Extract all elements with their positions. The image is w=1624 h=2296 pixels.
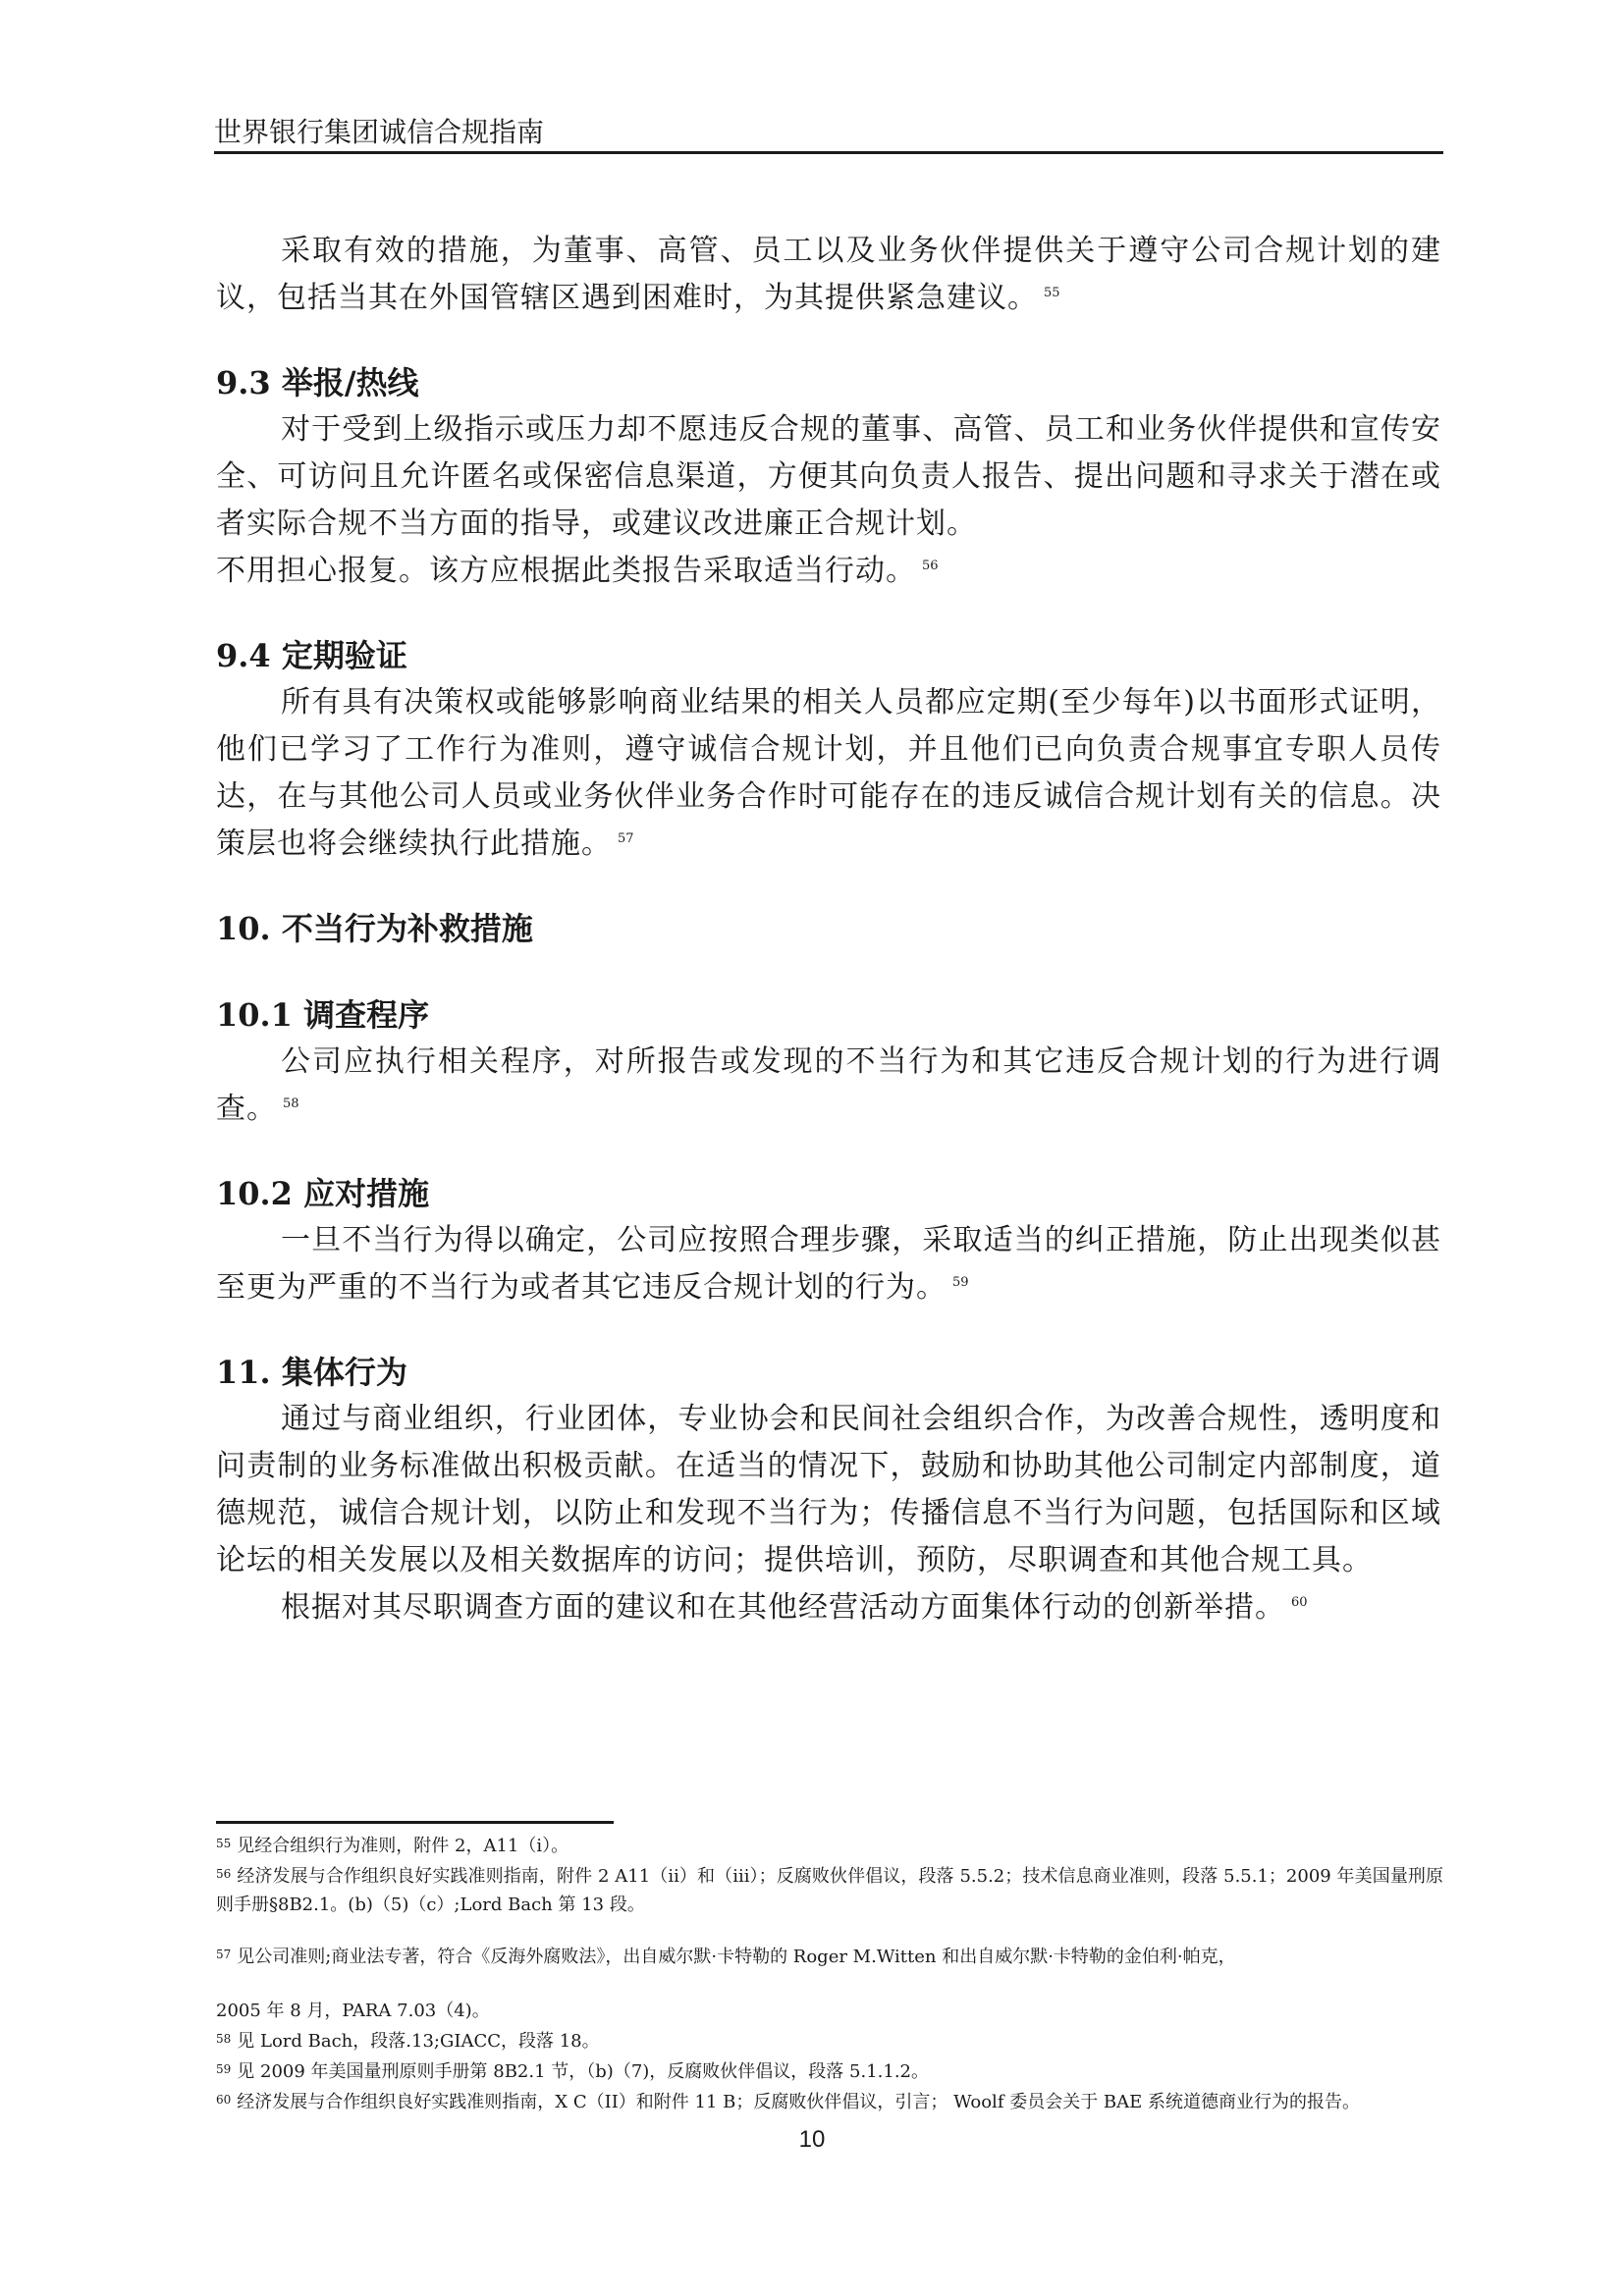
footnote-55: $^{55}$ 见经合组织行为准则，附件 2，A11（i）。 xyxy=(216,1836,569,1856)
section-9-4-paragraph: 所有具有决策权或能够影响商业结果的相关人员都应定期(至少每年)以书面形式证明，他们已学习了工作行为准则，遵守诚信合规计划，并且他们已向负责合规事宜专职人员传达，在与其他公司人员或业务伙伴业务合作时可能存在的违反诚信合规计划有关的信息。决策层也将会继续执行此措施。 $^{57}$ xyxy=(216,685,1441,861)
section-9-4-heading: 9.4 定期验证 xyxy=(216,637,407,674)
section-11-paragraph: 通过与商业组织，行业团体，专业协会和民间社会组织合作，为改善合规性，透明度和问责制的业务标准做出积极贡献。在适当的情况下，鼓励和协助其他公司制定内部制度，道德规范，诚信合规计划，以防止和发现不当行为；传播信息不当行为问题，包括国际和区域论坛的相关发展以及相关数据库的访问；提供培训，预防，尽职调查和其他合规工具。 xyxy=(216,1402,1441,1577)
footnote-ref[interactable]: 60 xyxy=(1291,1595,1308,1610)
footnote-57-continuation: 2005 年 8 月，PARA 7.03（4)。 xyxy=(216,2001,490,2021)
section-9-3-heading: 9.3 举报/热线 xyxy=(216,364,419,401)
page-number: 10 xyxy=(798,2126,826,2153)
section-9-3-paragraph-2: 不用担心报复。该方应根据此类报告采取适当行动。 $^{56}$ xyxy=(216,554,939,588)
footnote-58: $^{58}$ 见 Lord Bach，段落.13;GIACC，段落 18。 xyxy=(216,2031,600,2052)
section-10-1-paragraph: 公司应执行相关程序，对所报告或发现的不当行为和其它违反合规计划的行为进行调查。 $^{58}$ xyxy=(216,1044,1441,1126)
section-9-3-paragraph: 对于受到上级指示或压力却不愿违反合规的董事、高管、员工和业务伙伴提供和宣传安全、可访问且允许匿名或保密信息渠道，方便其向负责人报告、提出问题和寻求关于潜在或者实际合规不当方面的指导，或建议改进廉正合规计划。 xyxy=(216,412,1441,541)
footnote-ref[interactable]: 56 xyxy=(922,559,939,573)
intro-paragraph: 采取有效的措施，为董事、高管、员工以及业务伙伴提供关于遵守公司合规计划的建议，包括当其在外国管辖区遇到困难时，为其提供紧急建议。 $^{55}$ xyxy=(216,234,1441,315)
footnote-59: $^{59}$ 见 2009 年美国量刑原则手册第 8B2.1 节，（b)（7)，反腐败伙伴倡议，段落 5.1.1.2。 xyxy=(216,2061,929,2082)
footnote-ref[interactable]: 57 xyxy=(618,831,634,846)
section-10-2-heading: 10.2 应对措施 xyxy=(216,1175,430,1212)
section-10-2-paragraph: 一旦不当行为得以确定，公司应按照合理步骤，采取适当的纠正措施，防止出现类似甚至更为严重的不当行为或者其它违反合规计划的行为。 $^{59}$ xyxy=(216,1223,1441,1305)
footnote-ref[interactable]: 58 xyxy=(283,1096,299,1111)
header-divider xyxy=(214,151,1443,154)
footnote-56: $^{56}$ 经济发展与合作组织良好实践准则指南，附件 2 A11（ii）和（iii）；反腐败伙伴倡议，段落 5.5.2；技术信息商业准则，段落 5.5.1；2009 年美国量刑原则手册§8B2.1。(b)（5)（c）;Lord Bach 第 13 段。 xyxy=(216,1866,1443,1915)
footnote-60: $^{60}$ 经济发展与合作组织良好实践准则指南，X C（II）和附件 11 B；反腐败伙伴倡议，引言； Woolf 委员会关于 BAE 系统道德商业行为的报告。 xyxy=(216,2092,1361,2112)
footnotes xyxy=(216,1830,1443,2116)
footnote-ref[interactable]: 55 xyxy=(1044,286,1060,300)
running-header: 世界银行集团诚信合规指南 xyxy=(214,116,545,148)
section-10-1-heading: 10.1 调查程序 xyxy=(216,996,430,1034)
section-11-heading: 11. 集体行为 xyxy=(216,1354,407,1391)
section-11-paragraph-2: 根据对其尽职调查方面的建议和在其他经营活动方面集体行动的创新举措。 $^{60}$ xyxy=(281,1590,1308,1625)
document-body xyxy=(216,228,1441,1631)
footnote-ref[interactable]: 59 xyxy=(952,1275,969,1290)
footnote-57: $^{57}$ 见公司准则;商业法专著，符合《反海外腐败法》，出自威尔默·卡特勒的 Roger M.Witten 和出自威尔默·卡特勒的金伯利·帕克， xyxy=(216,1947,1236,1967)
footnote-divider xyxy=(216,1821,614,1824)
section-10-heading: 10. 不当行为补救措施 xyxy=(216,910,533,947)
